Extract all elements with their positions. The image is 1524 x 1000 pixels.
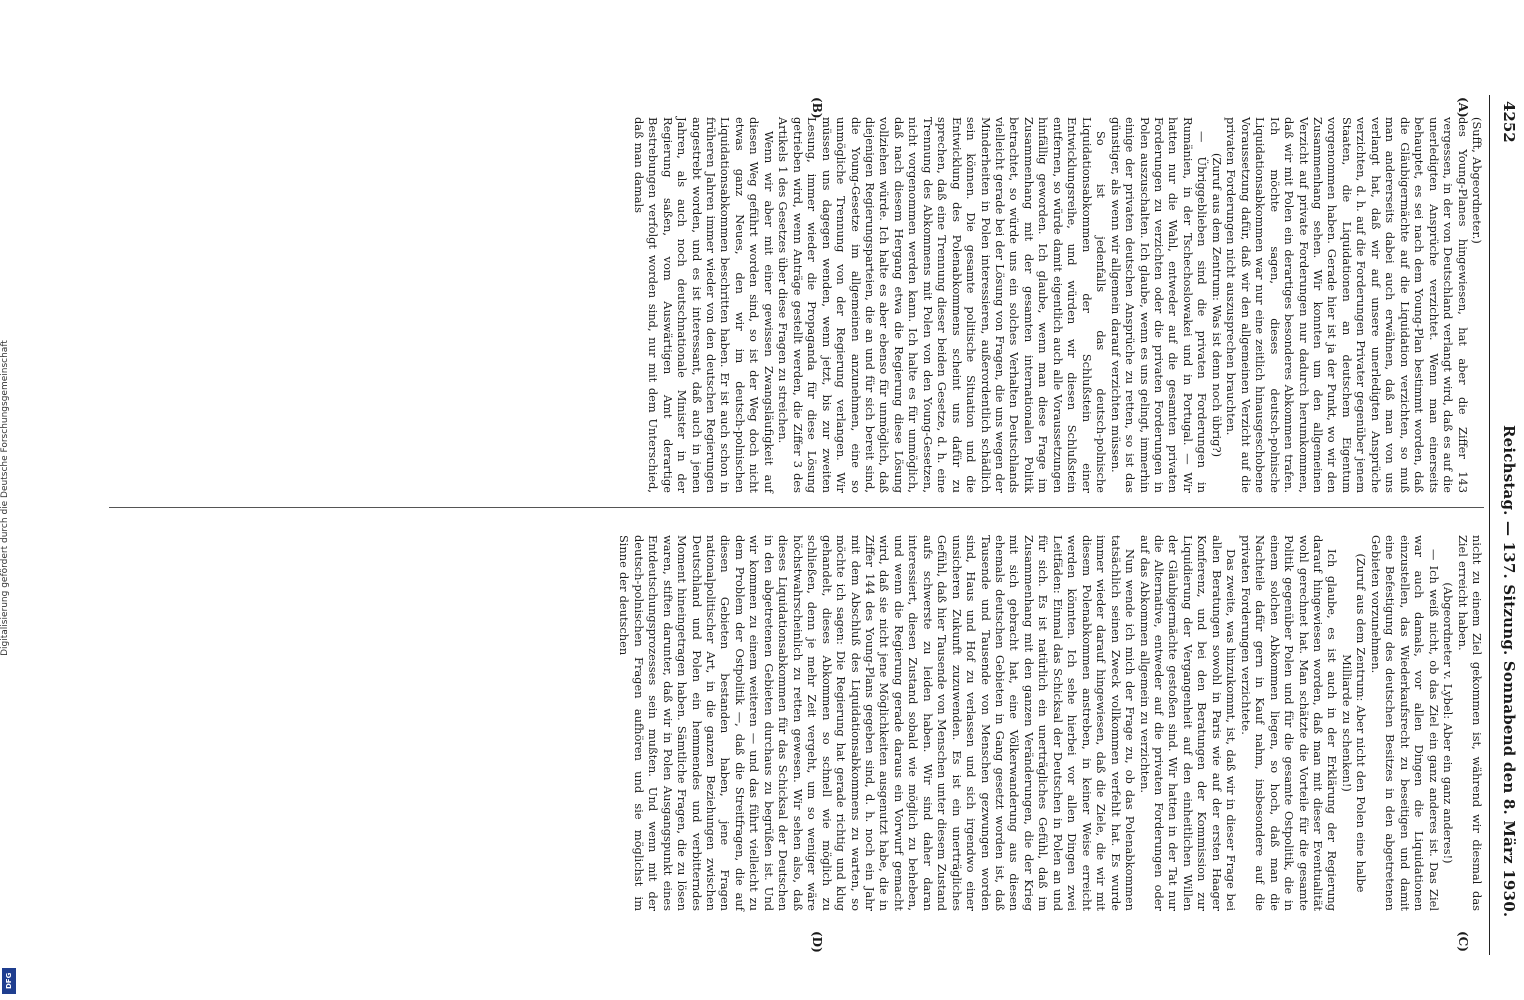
paragraph: Das zweite, was hinzukommt, ist, daß wir in dieser Frage bei allen Beratungen sowohl in Paris wie auf der ersten Haager Konferenz, und bei den Beratungen der Kommission zur Liquidierung der Vergangenheit auf den einheitlichen Willen der Gläubigermächte gestoßen sind. Wir hatten in der Tat nur die Alternative, entweder auf die privaten Forderungen oder auf das Abkommen allgemein zu verzichten. — [1137, 535, 1239, 911]
paragraph: Nun wende ich mich der Frage zu, ob das Polenabkommen tatsächlich seinen Zweck vollkommen verfehlt hat. Es wurde immer wieder darauf hingewiesen, daß die Ziele, die wir mit diesem Polenabkommen anstreben, in keiner Weise erreicht werden könnten. Ich sehe hierbei vor allen Dingen zwei Leitfäden: Einmal das Schicksal der Deutschen in Polen an und für sich. Es ist natürlich ein unerträgliches Gefühl, daß im Zusammenhang mit den ganzen Veränderungen, die der Krieg mit sich gebracht hat, eine Völkerwanderung aus diesen ehemals deutschen Gebieten in Gang gesetzt worden ist, daß Tausende und Tausende von Menschen gezwungen worden sind, Haus und Hof zu verlassen und sich irgendwo einer unsicheren Zukunft zuzuwenden. Es ist ein unerträgliches Gefühl, daß hier Tausende von Menschen unter diesem Zustand aufs schwerste zu leiden haben. Wir sind daher daran interessiert, diesen Zustand sobald wie möglich zu beheben, und wenn die Regierung gerade daraus ein Vorwurf gemacht wird, daß sie nicht jene Möglichkeiten ausgenutzt habe, die in Ziffer 144 des Young-Plans gegeben sind, d. h. noch ein Jahr mit dem Abschluß des Liquidationsabkommens zu warten, so möchte ich sagen: Die Regierung hat gerade richtig und klug gehandelt, dieses Abkommen so schnell wie möglich zu schließen, denn je mehr Zeit vergeht, um so weniger wäre höchstwahrscheinlich zu retten gewesen. Wir sehen also, daß dieses Liquidationsabkommen für das Schicksal der Deutschen in den abgetretenen Gebieten durchaus zu begrüßen ist. Und wir kommen zu einem weiteren — und das führt vielleicht zu dem Problem der Ostpolitik —, daß die Streitfragen, die auf diesen Gebieten bestanden haben, jene Fragen nationalpolitischer Art, in die ganzen Beziehungen zwischen Deutschland und Polen ein hemmendes und verbitterndes Moment hineingetragen haben. Sämtliche Fragen, die zu lösen waren, stiften darunter, daß wir in Polen Ausgangspunkt eines Entdeutschungsprozesses sein mußten. Und wenn mit der deutsch-polnischen Fragen aufhören und sie möglichst im Sinne der deutschen — [617, 535, 1138, 911]
margin-mark-b: (B) — [810, 97, 824, 119]
interjection: (Abgeordneter v. Lybel: Aber ein ganz anderes!) — [1441, 582, 1456, 864]
page-number: 4252 — [1500, 101, 1518, 143]
rotated-page-wrapper — [94, 95, 1524, 955]
margin-mark-a: (A) — [1456, 97, 1470, 118]
paragraph: Wenn wir aber mit einer gewissen Zwangsläufigkeit auf diesen Weg geführt worden sind, so ist der Weg doch nicht etwas ganz Neues, den wir im deutsch-polnischen Liquidationsabkommen beschritten haben. Er ist auch schon in früheren Jahren immer wieder von den deutschen Regierungen angestrebt worden, und es ist interessant, daß auch in jenen Jahren, als auch noch deutschnationale Minister in der Regierung saßen, vom Auswärtigen Amt derartige Bestrebungen verfolgt worden sind, nur mit dem Unterschied, daß man damals — [631, 117, 776, 493]
reichstag-page — [94, 95, 1524, 955]
left-column — [109, 117, 1484, 493]
dfg-logo: DFG — [2, 968, 16, 994]
paragraph: — Übriggeblieben sind die privaten Forderungen in Rumänien, in der Tschechoslowakei und in Portugal. — Wir hatten nur die Wahl, entweder auf die gesamten privaten Forderungen zu verzichten oder die privaten Forderungen in Polen auszuschalten. Ich glaube, wenn es uns gelingt, immerhin einige der privaten deutschen Ansprüche zu retten, so ist das günstiger, als wenn wir allgemein darauf verzichten müssen. — [1108, 117, 1210, 493]
page-header — [1489, 95, 1524, 955]
speaker-line: (Sufft, Abgeordneter.) — [1470, 117, 1484, 244]
paragraph: nicht zu einem Ziel gekommen ist, während wir diesmal das Ziel erreicht haben. — [1455, 535, 1484, 911]
paragraph: Ich glaube, es ist auch in der Erklärung der Regierung darauf hingewiesen worden, daß man mit dieser Eventualität wohl gerechnet hat. Man schätzte die Vorteile für die gesamte Politik gegenüber Polen und für die gesamte Ostpolitik, die in einem solchen Abkommen liegen, so hoch, daß man die Nachteile dafür gern in Kauf nahm, insbesondere auf die privaten Forderungen verzichtete. — [1238, 535, 1340, 911]
right-column — [109, 535, 1484, 911]
running-title: Reichstag. — 137. Sitzung. Sonnabend den 8. März 1930. — [1500, 425, 1518, 918]
interjection: (Zuruf aus dem Zentrum: Was ist denn noch übrig?) — [1209, 152, 1224, 458]
digitization-credit-strip — [0, 0, 20, 1000]
margin-mark-c: (C) — [1456, 931, 1470, 952]
digitization-credit: Digitalisierung gefördert durch die Deutsche Forschungsgemeinschaft — [0, 340, 10, 656]
column-divider — [109, 507, 1484, 508]
interjection: (Zuruf aus dem Zentrum: Aber nicht den Polen eine halbe Milliarde zu schenken!) — [1339, 553, 1369, 893]
paragraph: — Ich weiß nicht, ob das Ziel ein ganz anderes ist. Das Ziel war auch damals, vor allen Dingen die Liquidationen einzustellen, das Wiederkaufsrecht zu beseitigen und damit eine Befestigung des deutschen Besitzes in den abgetretenen Gebieten vorzunehmen. — [1368, 535, 1441, 911]
margin-mark-d: (D) — [810, 931, 824, 953]
paragraph: So ist jedenfalls das deutsch-polnische Liquidationsabkommen der Schlußstein einer Entwicklungsreihe, und würden wir diesen Schlußstein entfernen, so würde damit eigentlich auch alle Voraussetzungen hinfällig geworden. Ich glaube, wenn man diese Frage im Zusammenhang mit der gesamten internationalen Politik betrachtet, so würde uns ein solches Verhalten Deutschlands vielleicht gerade bei der Lösung von Fragen, die uns wegen der Minderheiten in Polen interessieren, außerordentlich schädlich sein können. Die gesamte politische Situation und die Entwicklung des Polenabkommens scheint uns dafür zu sprechen, daß eine Trennung dieser beiden Gesetze, d. h. eine Trennung des Abkommens mit Polen von den Young-Gesetzen, nicht vorgenommen werden kann. Ich halte es für unmöglich, daß nach diesem Hergang etwa die Regierung diese Lösung vollziehen würde. Ich halte es aber ebenso für unmöglich, daß diejenigen Regierungsparteien, die an und für sich bereit sind, die Young-Gesetze im allgemeinen anzunehmen, eine so unmögliche Trennung von der Regierung verlangen. Wir müssen uns dagegen wenden, wenn jetzt, bis zur zweiten Lesung, immer wieder die Propaganda für diese Lösung getrieben wird, wenn Anträge gestellt werden, die Ziffer 3 des Artikels 1 des Gesetzes über diese Fragen zu streichen. — [776, 117, 1109, 493]
paragraph: des Young-Planes hingewiesen, hat aber die Ziffer 143 vergessen, in der von Deutschland verlangt wird, daß es auf die unerledigten Ansprüche verzichtet. Wenn man einerseits behauptet, es sei nach dem Young-Plan bestimmt worden, daß die Gläubigermächte auf die Liquidation verzichten, so muß man andererseits dabei auch erwähnen, daß man von uns verlangt hat, daß wir auf unsere unerledigten Ansprüche verzichten, d. h. auf die Forderungen Privater gegenüber jenem Staaten, die Liquidationen an deutschem Eigentum vorgenommen haben. Gerade hier ist ja der Punkt, wo wir den Zusammenhang sehen. Wir konnten um den allgemeinen Verzicht auf private Forderungen nur dadurch herumkommen, daß wir mit Polen ein derartiges besonderes Abkommen trafen. Ich möchte sagen, dieses deutsch-polnische Liquidationsabkommen war nur eine zeitlich hinausgeschobene Voraussetzung dafür, daß wir den allgemeinen Verzicht auf die privaten Forderungen nicht auszusprechen brauchten. — [1224, 117, 1470, 493]
